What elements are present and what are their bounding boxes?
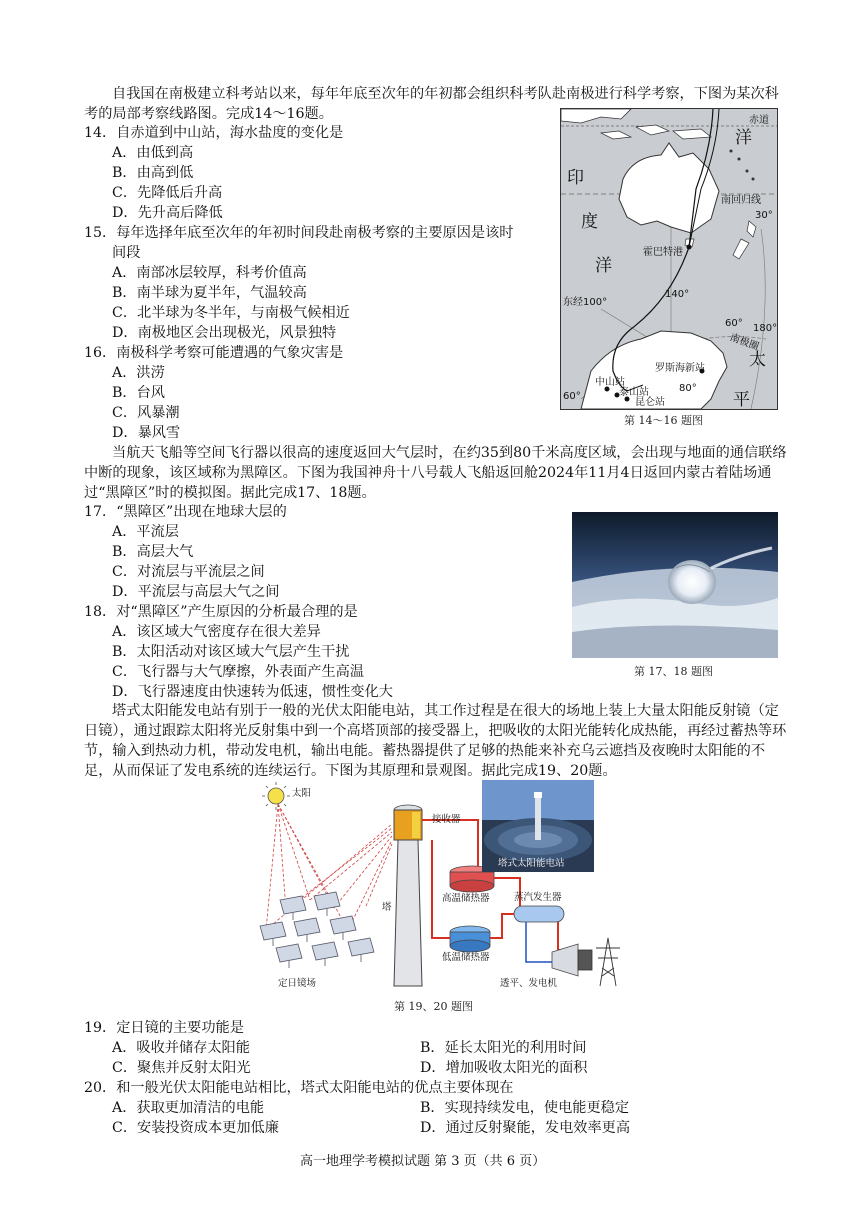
map-caption: 第 14～16 题图 xyxy=(624,414,703,427)
map-label-equator: 赤道 xyxy=(749,115,769,126)
q20-stem: 20．和一般光伏太阳能电站相比，塔式太阳能电站的优点主要体现在 xyxy=(84,1080,514,1096)
q18-option-d[interactable]: D．飞行器速度由快速转为低速，惯性变化大 xyxy=(112,684,393,700)
map-label-ocean-right: 洋 xyxy=(735,128,752,148)
label-receiver: 接收器 xyxy=(432,814,461,825)
q17-option-b[interactable]: B．高层大气 xyxy=(112,544,194,560)
island-2 xyxy=(636,125,669,135)
blue-pipes xyxy=(526,922,552,962)
map-label-tropic: 南回归线 xyxy=(721,195,761,206)
q18-option-b[interactable]: B．太阳活动对该区域大气层产生干扰 xyxy=(112,644,350,660)
label-low-tank: 低温储热器 xyxy=(442,952,490,963)
q19-option-b[interactable]: B．延长太阳光的利用时间 xyxy=(420,1040,587,1056)
label-high-tank: 高温储热器 xyxy=(442,893,490,904)
q16-option-c[interactable]: C．风暴潮 xyxy=(112,405,180,421)
tower-station-photo xyxy=(482,780,594,872)
map-label-yin: 印 xyxy=(567,168,584,188)
q20-option-b[interactable]: B．实现持续发电，使电能更稳定 xyxy=(420,1100,630,1116)
intro-17-18: 当航天飞船等空间飞行器以很高的速度返回大气层时，在约35到80千米高度区域，会出现与地面的通信联络中断的现象，该区域称为黑障区。下图为我国神舟十八号载人飞船返回舱2024年11月4日返回内蒙古着陆场通过“黑障区”时的模拟图。据此完成17、18题。 xyxy=(84,445,787,501)
map-label-kunlun: 昆仑站 xyxy=(635,397,665,408)
tower-body xyxy=(394,840,422,986)
map-label-taishan: 泰山站 xyxy=(619,387,649,398)
q15-stem-line2: 间段 xyxy=(112,245,141,261)
intro-19-20: 塔式太阳能发电站有别于一般的光伏太阳能电站，其工作过程是在很大的场地上装上大量太阳能反射镜（定日镜），通过跟踪太阳将光反射集中到一个高塔顶部的接受器上，把吸收的太阳光能转化成热能，再经过蓄热等环节，输入到热动力机，带动发电机，输出电能。蓄热器提供了足够的热能来补充乌云遮挡及夜晚时太阳能的不足，从而保证了发电系统的连续运行。下图为其原理和景观图。据此完成19、20题。 xyxy=(84,703,787,779)
map-label-polar-circle: 南极圈 xyxy=(728,332,761,353)
q14-option-b[interactable]: B．由高到低 xyxy=(112,165,194,181)
q14-stem: 14．自赤道到中山站，海水盐度的变化是 xyxy=(84,125,344,141)
intro-14-16: 自我国在南极建立科考站以来，每年年底至次年的年初都会组织科考队赴南极进行科学考察，下图为某次科考的局部考察线路图。完成14～16题。 xyxy=(84,86,779,122)
q20-option-a[interactable]: A．获取更加清洁的电能 xyxy=(112,1100,265,1116)
map-label-lat30: 30° xyxy=(755,210,773,221)
q15-option-b[interactable]: B．南半球为夏半年，气温较高 xyxy=(112,285,307,301)
q16-option-b[interactable]: B．台风 xyxy=(112,385,165,401)
capsule-photo-svg xyxy=(572,512,778,658)
pylon-icon xyxy=(596,938,620,986)
nz-south xyxy=(733,239,749,259)
map-label-hobart: 霍巴特港 xyxy=(643,247,683,258)
turbine xyxy=(552,944,578,976)
steam-generator xyxy=(514,906,564,922)
q19-option-a[interactable]: A．吸收并储存太阳能 xyxy=(112,1040,250,1056)
meridian-180 xyxy=(751,229,765,409)
q15-option-d[interactable]: D．南极地区会出现极光，风景独特 xyxy=(112,325,337,341)
map-label-du: 度 xyxy=(581,212,598,232)
map-label-lat60b: 60° xyxy=(563,391,581,402)
q14-option-c[interactable]: C．先降低后升高 xyxy=(112,185,223,201)
diagram-caption: 第 19、20 题图 xyxy=(394,1000,473,1013)
q16-option-a[interactable]: A．洪涝 xyxy=(112,365,165,381)
antarctic-route-map xyxy=(560,108,778,410)
sun-icon xyxy=(262,782,290,810)
map-label-tai: 太 xyxy=(749,350,766,370)
q14-option-d[interactable]: D．先升高后降低 xyxy=(112,205,223,221)
australia-land xyxy=(619,143,719,233)
label-tower: 塔 xyxy=(382,902,392,913)
map-label-lon140: 140° xyxy=(665,289,690,300)
label-turbine: 透平、发电机 xyxy=(500,978,558,989)
new-guinea xyxy=(673,129,711,139)
tower-photo-label: 塔式太阳能电站 xyxy=(498,858,565,869)
q18-option-c[interactable]: C．飞行器与大气摩擦，外表面产生高温 xyxy=(112,664,365,680)
label-field: 定日镜场 xyxy=(278,978,317,989)
label-sun: 太阳 xyxy=(292,788,312,799)
q14-option-a[interactable]: A．由低到高 xyxy=(112,145,194,161)
nz-north xyxy=(747,221,756,237)
capsule-reentry-photo xyxy=(572,512,778,658)
capsule-shape xyxy=(668,560,716,604)
q15-option-c[interactable]: C．北半球为冬半年，与南极气候相近 xyxy=(112,305,350,321)
label-steam: 蒸汽发生器 xyxy=(514,892,562,903)
q18-stem: 18．对“黑障区”产生原因的分析最合理的是 xyxy=(84,604,358,620)
map-label-zhongshan: 中山站 xyxy=(595,377,625,388)
q20-option-c[interactable]: C．安装投资成本更加低廉 xyxy=(112,1120,279,1136)
q15-stem-line1: 15．每年选择年底至次年的年初时间段赴南极考察的主要原因是该时 xyxy=(84,225,514,241)
photo-caption: 第 17、18 题图 xyxy=(634,665,713,678)
map-label-lat60: 60° xyxy=(725,318,743,329)
hobart-dot xyxy=(687,245,692,250)
heliostat-field xyxy=(260,892,374,962)
asia-land xyxy=(561,109,631,123)
q17-option-c[interactable]: C．对流层与平流层之间 xyxy=(112,564,265,580)
q20-option-d[interactable]: D．通过反射聚能，发电效率更高 xyxy=(420,1120,631,1136)
island-1 xyxy=(601,131,631,139)
q19-option-c[interactable]: C．聚焦并反射太阳光 xyxy=(112,1060,251,1076)
q17-stem: 17．“黑障区”出现在地球大层的 xyxy=(84,504,287,520)
map-label-lat80: 80° xyxy=(679,383,697,394)
q19-stem: 19．定日镜的主要功能是 xyxy=(84,1020,244,1036)
map-label-ping: 平 xyxy=(733,390,750,410)
q18-option-a[interactable]: A．该区域大气密度存在很大差异 xyxy=(112,624,321,640)
solar-tower-diagram xyxy=(252,780,624,996)
q16-option-d[interactable]: D．暴风雪 xyxy=(112,425,181,441)
map-label-yang-left: 洋 xyxy=(595,256,612,276)
map-label-lon100: 东经100° xyxy=(563,297,608,308)
map-label-lon180: 180° xyxy=(753,323,778,334)
q16-stem: 16．南极科学考察可能遭遇的气象灾害是 xyxy=(84,345,344,361)
q17-option-d[interactable]: D．平流层与高层大气之间 xyxy=(112,584,280,600)
map-label-ross: 罗斯海新站 xyxy=(655,363,705,374)
page-footer: 高一地理学考模拟试题 第 3 页（共 6 页） xyxy=(300,1154,546,1169)
q17-option-a[interactable]: A．平流层 xyxy=(112,524,179,540)
q15-option-a[interactable]: A．南部冰层较厚，科考价值高 xyxy=(112,265,307,281)
q19-option-d[interactable]: D．增加吸收太阳光的面积 xyxy=(420,1060,588,1076)
